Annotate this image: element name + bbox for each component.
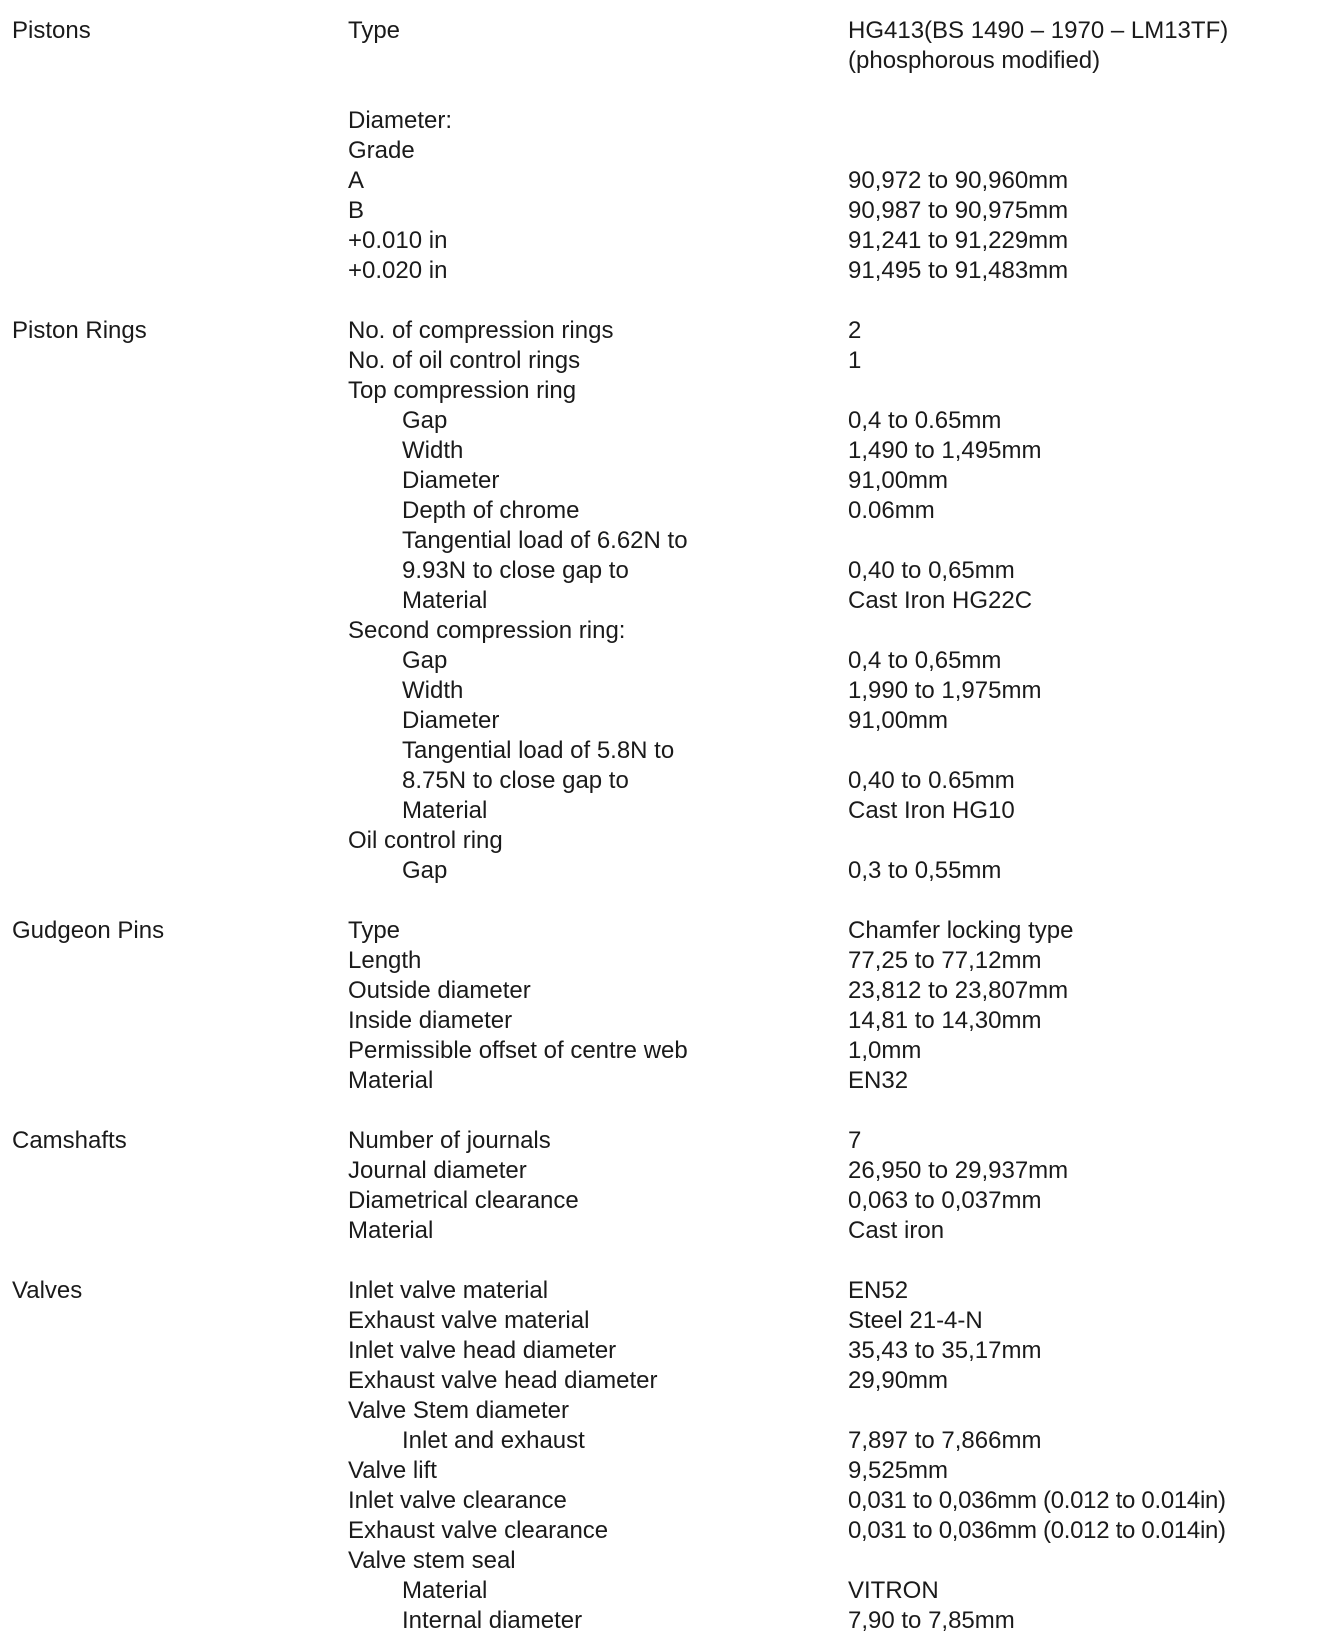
param-value: 0.06mm	[848, 497, 935, 524]
spec-row	[348, 676, 1338, 706]
param-label: Material	[402, 797, 488, 824]
spec-row	[348, 1066, 1338, 1096]
param-label: Number of journals	[348, 1127, 551, 1154]
param-label: Exhaust valve clearance	[348, 1517, 609, 1544]
param-label: Gap	[402, 407, 448, 434]
spec-row	[348, 436, 1338, 466]
param-value: 91,00mm	[848, 467, 949, 494]
param-label: Length	[348, 947, 422, 974]
spec-row	[348, 1606, 1338, 1636]
param-value: 26,950 to 29,937mm	[848, 1157, 1069, 1184]
spec-row	[348, 1486, 1338, 1516]
spec-row	[348, 1006, 1338, 1036]
param-value: 1,0mm	[848, 1037, 922, 1064]
section-rows	[348, 1126, 1338, 1246]
spec-row	[348, 196, 1338, 226]
param-label: Material	[402, 587, 488, 614]
spec-row	[348, 1276, 1338, 1306]
param-label: Inlet valve material	[348, 1277, 549, 1304]
param-value: Cast Iron HG10	[848, 797, 1015, 824]
param-label: Inlet valve head diameter	[348, 1337, 617, 1364]
param-label: Outside diameter	[348, 977, 531, 1004]
param-label: Depth of chrome	[402, 497, 580, 524]
param-value: 9,525mm	[848, 1457, 949, 1484]
spec-row	[348, 706, 1338, 736]
param-label: Diameter:	[348, 107, 453, 134]
param-value: 90,987 to 90,975mm	[848, 197, 1069, 224]
spec-row	[348, 1336, 1338, 1366]
section-label: Piston Rings	[12, 317, 147, 344]
param-label: Exhaust valve head diameter	[348, 1367, 658, 1394]
param-label: B	[348, 197, 365, 224]
spec-row	[348, 376, 1338, 406]
spec-row	[348, 1576, 1338, 1606]
spec-row	[348, 826, 1338, 856]
spec-row	[348, 916, 1338, 946]
param-value: 35,43 to 35,17mm	[848, 1337, 1042, 1364]
param-label: Valve stem seal	[348, 1547, 516, 1574]
spec-row	[348, 256, 1338, 286]
param-value: 0,031 to 0,036mm (0.012 to 0.014in)	[848, 1517, 1226, 1544]
spec-row	[348, 466, 1338, 496]
spec-row	[348, 526, 1338, 556]
param-label: Inlet and exhaust	[402, 1427, 585, 1454]
spec-row	[348, 646, 1338, 676]
param-value: 91,495 to 91,483mm	[848, 257, 1069, 284]
param-label: Permissible offset of centre web	[348, 1037, 688, 1064]
param-label: Tangential load of 5.8N to	[402, 737, 675, 764]
spec-row	[348, 1546, 1338, 1576]
spec-row	[348, 496, 1338, 526]
spec-row	[348, 1456, 1338, 1486]
spec-row	[348, 1366, 1338, 1396]
param-label: Width	[402, 437, 464, 464]
param-value: Steel 21-4-N	[848, 1307, 983, 1334]
param-value: 91,241 to 91,229mm	[848, 227, 1069, 254]
spec-row	[348, 316, 1338, 346]
spec-row	[348, 766, 1338, 796]
param-label: +0.020 in	[348, 257, 448, 284]
spec-row	[348, 16, 1338, 74]
param-label: Material	[348, 1217, 434, 1244]
param-label: Internal diameter	[402, 1607, 583, 1634]
spec-row	[348, 136, 1338, 166]
param-label: Material	[348, 1067, 434, 1094]
param-value: HG413(BS 1490 – 1970 – LM13TF)	[848, 17, 1229, 44]
param-value: 14,81 to 14,30mm	[848, 1007, 1042, 1034]
spec-row	[348, 406, 1338, 436]
param-label: A	[348, 167, 365, 194]
param-value: 0,4 to 0,65mm	[848, 647, 1002, 674]
param-value: 7,90 to 7,85mm	[848, 1607, 1015, 1634]
param-label: Exhaust valve material	[348, 1307, 590, 1334]
param-label: Inside diameter	[348, 1007, 513, 1034]
param-label: Gap	[402, 857, 448, 884]
param-label: Width	[402, 677, 464, 704]
spec-row	[348, 1156, 1338, 1186]
param-value: 0,063 to 0,037mm	[848, 1187, 1042, 1214]
param-value: 7	[848, 1127, 862, 1154]
spec-row	[348, 1516, 1338, 1546]
param-value: 23,812 to 23,807mm	[848, 977, 1069, 1004]
param-label: 8.75N to close gap to	[402, 767, 629, 794]
spec-row	[348, 226, 1338, 256]
param-label: Gap	[402, 647, 448, 674]
param-value: VITRON	[848, 1577, 939, 1604]
param-label: Grade	[348, 137, 415, 164]
param-label: +0.010 in	[348, 227, 448, 254]
spec-row	[348, 946, 1338, 976]
param-label: No. of compression rings	[348, 317, 614, 344]
section-label: Camshafts	[12, 1127, 127, 1154]
param-value: 90,972 to 90,960mm	[848, 167, 1069, 194]
param-value: 0,031 to 0,036mm (0.012 to 0.014in)	[848, 1487, 1226, 1514]
param-label: Valve lift	[348, 1457, 437, 1484]
param-value: 29,90mm	[848, 1367, 949, 1394]
param-value: EN52	[848, 1277, 909, 1304]
param-label: Tangential load of 6.62N to	[402, 527, 688, 554]
param-value: 91,00mm	[848, 707, 949, 734]
spec-row	[348, 796, 1338, 826]
param-value: 1,490 to 1,495mm	[848, 437, 1042, 464]
param-label: Oil control ring	[348, 827, 503, 854]
param-label: Journal diameter	[348, 1157, 527, 1184]
param-label: Valve Stem diameter	[348, 1397, 569, 1424]
param-value-note: (phosphorous modified)	[848, 47, 1101, 74]
section-label: Valves	[12, 1277, 83, 1304]
section-label: Pistons	[12, 17, 91, 44]
param-label: Inlet valve clearance	[348, 1487, 567, 1514]
param-value: Chamfer locking type	[848, 917, 1074, 944]
param-label: Diameter	[402, 467, 500, 494]
spec-row	[348, 556, 1338, 586]
param-label: Type	[348, 17, 401, 44]
spec-row	[348, 736, 1338, 766]
param-value: 77,25 to 77,12mm	[848, 947, 1042, 974]
spec-row	[348, 976, 1338, 1006]
spec-row	[348, 1216, 1338, 1246]
spec-row	[348, 1186, 1338, 1216]
param-value: 7,897 to 7,866mm	[848, 1427, 1042, 1454]
param-label: Diametrical clearance	[348, 1187, 579, 1214]
param-label: Second compression ring:	[348, 617, 626, 644]
param-label: 9.93N to close gap to	[402, 557, 629, 584]
param-label: Type	[348, 917, 401, 944]
section-rows	[348, 16, 1338, 286]
param-label: Diameter	[402, 707, 500, 734]
spec-row	[348, 166, 1338, 196]
param-value: 0,4 to 0.65mm	[848, 407, 1002, 434]
param-label: Material	[402, 1577, 488, 1604]
spec-row	[348, 1426, 1338, 1456]
spec-row	[348, 106, 1338, 136]
param-value: 0,3 to 0,55mm	[848, 857, 1002, 884]
spacer-row	[348, 46, 1338, 76]
param-label: Top compression ring	[348, 377, 577, 404]
spec-row	[348, 586, 1338, 616]
spec-row	[348, 1036, 1338, 1066]
param-value: EN32	[848, 1067, 909, 1094]
spec-row	[348, 346, 1338, 376]
param-value: 2	[848, 317, 862, 344]
section-label: Gudgeon Pins	[12, 917, 165, 944]
section-rows	[348, 316, 1338, 886]
param-value: 0,40 to 0,65mm	[848, 557, 1015, 584]
param-label: No. of oil control rings	[348, 347, 581, 374]
spec-row	[348, 1126, 1338, 1156]
param-value: Cast Iron HG22C	[848, 587, 1033, 614]
section-rows	[348, 916, 1338, 1096]
param-value: 1,990 to 1,975mm	[848, 677, 1042, 704]
spec-row	[348, 616, 1338, 646]
spacer-row	[348, 76, 1338, 106]
param-value: 1	[848, 347, 862, 374]
param-value: 0,40 to 0.65mm	[848, 767, 1015, 794]
spec-row	[348, 1306, 1338, 1336]
param-value: Cast iron	[848, 1217, 945, 1244]
spec-row	[348, 1396, 1338, 1426]
section-rows	[348, 1276, 1338, 1636]
spec-row	[348, 856, 1338, 886]
